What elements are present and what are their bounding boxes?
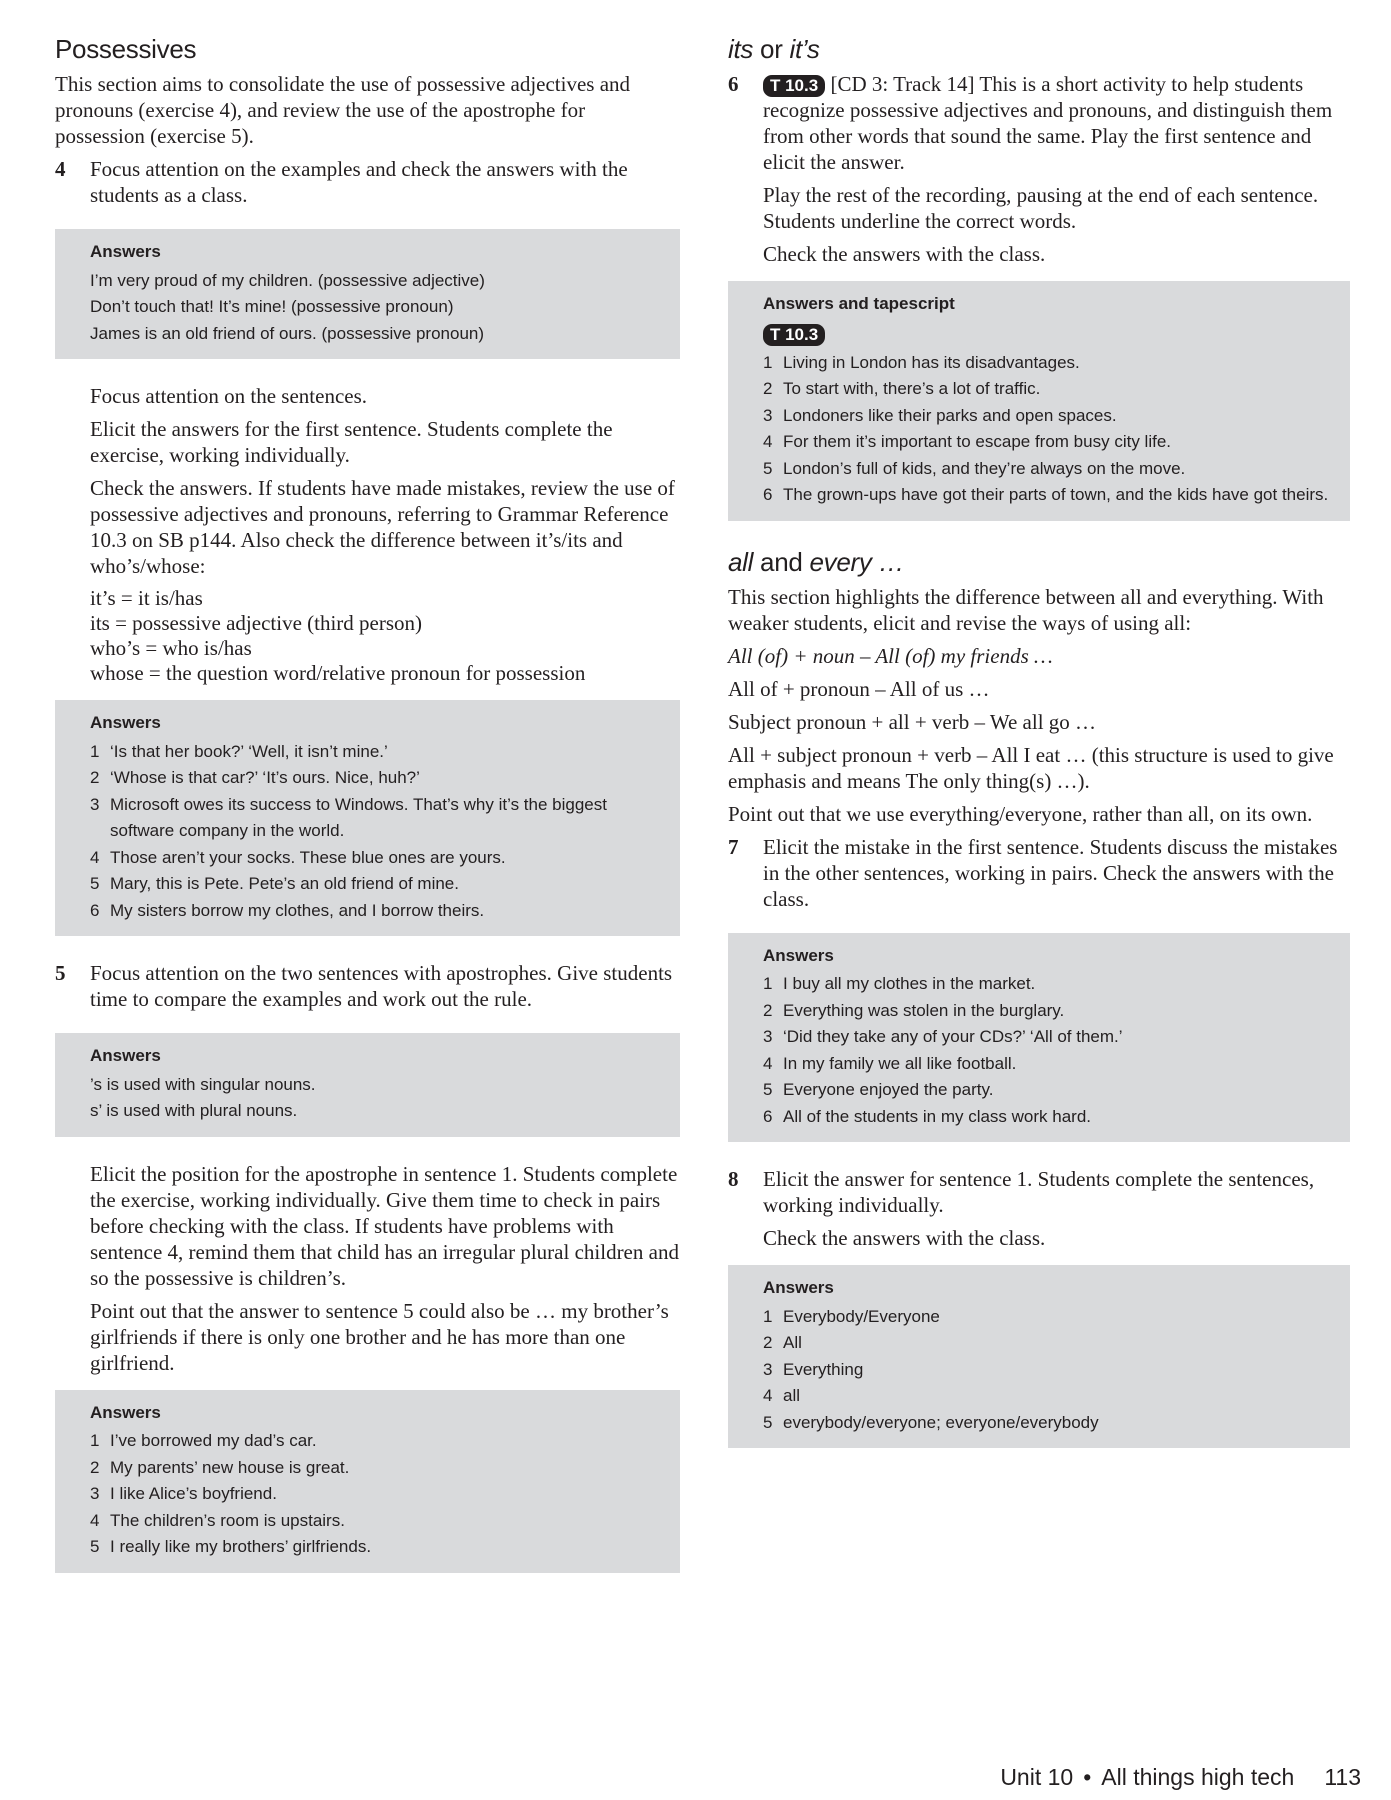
answers-box [728, 933, 1350, 1143]
answer-row [763, 1410, 1330, 1437]
answer-number: 3 [763, 1359, 773, 1379]
right-column [728, 34, 1350, 1472]
paragraph: Focus attention on the sentences. [90, 384, 368, 408]
exercise-7 [728, 834, 1350, 919]
paragraph: Check the answers with the class. [763, 242, 1046, 266]
answer-number: 1 [763, 1306, 773, 1326]
title-part: and [753, 546, 810, 577]
exercise-number: 7 [728, 834, 739, 859]
form-line: Subject pronoun + all + verb – We all go … [728, 709, 1097, 734]
answer-number: 2 [90, 768, 100, 787]
answer-row [90, 1508, 660, 1535]
exercise-text [763, 71, 1350, 175]
answer-row [763, 403, 1330, 430]
answers-heading: Answers [763, 945, 834, 965]
audio-track-badge: T 10.3 [763, 75, 825, 97]
answer-row [90, 1428, 660, 1455]
definitions-list [55, 586, 680, 686]
answer-row [90, 845, 660, 872]
separator-dot: • [1083, 1764, 1092, 1790]
title-part: every … [809, 546, 905, 577]
answer-row [90, 1481, 660, 1508]
definition: who’s = who is/has [90, 636, 252, 660]
answer-number: 4 [763, 1386, 773, 1405]
answer-row [90, 1455, 660, 1482]
answer-text: Those aren’t your socks. These blue ones are yours. [110, 847, 506, 867]
answer-row [763, 1024, 1330, 1051]
left-column [55, 34, 680, 1597]
answer-number: 4 [763, 1053, 773, 1073]
answer-number: 2 [763, 379, 773, 398]
exercise-text: Elicit the mistake in the first sentence. Students discuss the mistakes in the other sentences, working in pairs. Check the answers with the class. [763, 834, 1338, 911]
answer-text: Living in London has its disadvantages. [783, 352, 1080, 372]
answer-row [763, 1104, 1330, 1131]
answer-number: 1 [90, 741, 100, 761]
answers-box [728, 281, 1350, 521]
exercise-number: 5 [55, 961, 66, 985]
answers-heading: Answers [90, 1402, 161, 1422]
page-footer [1000, 1764, 1361, 1791]
answer-row [763, 1383, 1330, 1410]
answers-heading: Answers [90, 242, 161, 261]
section-title-possessives: Possessives [55, 34, 197, 64]
answer-number: 5 [90, 874, 100, 893]
answer-text: Londoners like their parks and open spaces. [783, 405, 1117, 425]
answer-text: The grown-ups have got their parts of town, and the kids have got theirs. [783, 485, 1329, 504]
answer-text: The children’s room is upstairs. [110, 1510, 345, 1530]
answer-row [763, 1357, 1330, 1384]
answers-heading: Answers [90, 1046, 161, 1065]
answer-number: 1 [90, 1431, 100, 1450]
answer-number: 5 [763, 1412, 773, 1432]
definition: whose = the question word/relative pronoun for possession [90, 661, 586, 685]
answers-box [55, 700, 680, 936]
answer-text: I buy all my clothes in the market. [783, 974, 1036, 993]
exercise-8 [728, 1166, 1350, 1225]
answer-number: 2 [763, 1333, 773, 1352]
answer-number: 6 [763, 1106, 773, 1126]
answer-number: 3 [90, 1484, 100, 1503]
exercise-text: Focus attention on the two sentences with apostrophes. Give students time to compare the examples and work out the rule. [90, 961, 673, 1011]
answer-text: Everything [783, 1359, 864, 1379]
exercise-number: 8 [728, 1167, 739, 1191]
answer-text: For them it’s important to escape from busy city life. [783, 432, 1171, 451]
paragraph: Elicit the position for the apostrophe in sentence 1. Students complete the exercise, working individually. Give them time to check in pairs before checking with the class. If students have problems with sentence 4, remind them that child has an irregular plural children and so the possessive is children’s. [90, 1161, 679, 1290]
answer-text: London’s full of kids, and they’re always on the move. [783, 458, 1186, 478]
exercise-text: Focus attention on the examples and check the answers with the students as a class. [90, 157, 628, 207]
paragraph: Point out that the answer to sentence 5 could also be … my brother’s girlfriends if there is only one brother and he has more than one girlfriend. [90, 1298, 669, 1375]
page-number: 113 [1324, 1764, 1361, 1790]
section-title-all-every [728, 547, 1350, 578]
answer-text: Everything was stolen in the burglary. [783, 1000, 1065, 1020]
exercise-number: 6 [728, 72, 739, 96]
definition: it’s = it is/has [90, 586, 203, 610]
answer-number: 3 [763, 1027, 773, 1046]
answer-text: My parents’ new house is great. [110, 1457, 350, 1477]
answer-number: 5 [763, 1080, 773, 1099]
answer-text: To start with, there’s a lot of traffic. [783, 379, 1041, 398]
answer-number: 1 [763, 352, 773, 372]
title-part: its [728, 34, 754, 64]
title-part: all [728, 546, 754, 577]
answer-text: ‘Whose is that car?’ ‘It’s ours. Nice, huh?’ [110, 768, 420, 787]
answer-row [90, 871, 660, 898]
answer-number: 2 [90, 1457, 100, 1477]
answer-line: I’m very proud of my children. (possessive adjective) [90, 270, 485, 290]
answer-row [90, 1534, 660, 1561]
answer-row [763, 1051, 1330, 1078]
answer-text: My sisters borrow my clothes, and I borrow theirs. [110, 900, 485, 920]
all-intro: This section highlights the difference between all and everything. With weaker students, elicit and revise the ways of using all: [728, 584, 1324, 635]
answer-number: 6 [763, 485, 773, 504]
answer-row [763, 998, 1330, 1025]
answer-text: I’ve borrowed my dad’s car. [110, 1431, 317, 1450]
paragraph: Elicit the answers for the first sentence. Students complete the exercise, working individually. [90, 417, 613, 467]
audio-track-badge: T 10.3 [763, 324, 825, 346]
answer-number: 4 [90, 847, 100, 867]
answer-text: Everybody/Everyone [783, 1306, 940, 1326]
answer-text: everybody/everyone; everyone/everybody [783, 1412, 1099, 1432]
answer-row [90, 792, 660, 845]
answer-row [763, 350, 1330, 377]
answer-text: Everyone enjoyed the party. [783, 1080, 994, 1099]
answer-line: ’s is used with singular nouns. [90, 1074, 316, 1094]
answer-number: 1 [763, 974, 773, 993]
answer-row [90, 765, 660, 792]
title-part: or [753, 34, 790, 64]
exercise-text: Elicit the answer for sentence 1. Students complete the sentences, working individually. [763, 1167, 1315, 1217]
paragraph: Check the answers with the class. [763, 1226, 1046, 1250]
answer-text: I really like my brothers’ girlfriends. [110, 1537, 372, 1556]
possessives-intro: This section aims to consolidate the use of possessive adjectives and pronouns (exercise 4), and review the use of the apostrophe for possession (exercise 5). [55, 72, 631, 148]
answer-text: ‘Is that her book?’ ‘Well, it isn’t mine.’ [110, 741, 388, 761]
exercise-6 [728, 71, 1350, 182]
answer-row [763, 1304, 1330, 1331]
answer-row [763, 482, 1330, 509]
answers-heading: Answers [90, 713, 161, 732]
form-line: All + subject pronoun + verb – All I eat … (this structure is used to give emphasis and means The only thing(s) …). [728, 742, 1334, 793]
answer-text: Microsoft owes its success to Windows. That’s why it’s the biggest software company in the world. [110, 794, 607, 840]
answer-text: In my family we all like football. [783, 1053, 1017, 1073]
answers-box [728, 1265, 1350, 1448]
unit-label: Unit 10 [1000, 1764, 1074, 1790]
answer-row [90, 739, 660, 766]
answer-line: James is an old friend of ours. (possessive pronoun) [90, 323, 485, 343]
answer-text: ‘Did they take any of your CDs?’ ‘All of them.’ [783, 1027, 1123, 1046]
answer-number: 4 [90, 1510, 100, 1530]
form-line: All (of) + noun – All (of) my friends … [728, 643, 1053, 668]
paragraph: Point out that we use everything/everyone, rather than all, on its own. [728, 801, 1313, 826]
exercise-number: 4 [55, 157, 66, 181]
answer-line: s’ is used with plural nouns. [90, 1101, 298, 1120]
answer-number: 5 [90, 1537, 100, 1556]
paragraph: Play the rest of the recording, pausing at the end of each sentence. Students underline the correct words. [763, 183, 1319, 233]
answer-row [763, 376, 1330, 403]
answers-box [55, 1033, 680, 1137]
answer-text: All [783, 1333, 802, 1352]
answer-text: Mary, this is Pete. Pete’s an old friend of mine. [110, 874, 459, 893]
answer-number: 3 [90, 794, 100, 814]
answer-row [90, 898, 660, 925]
answer-number: 3 [763, 405, 773, 425]
unit-title: All things high tech [1101, 1764, 1295, 1790]
exercise-5 [55, 960, 680, 1019]
answer-row [763, 456, 1330, 483]
answer-number: 2 [763, 1000, 773, 1020]
exercise-text-body: [CD 3: Track 14] This is a short activity to help students recognize possessive adjectives and pronouns, and distinguish them from other words that sound the same. Play the first sentence and elicit the answer. [763, 72, 1333, 174]
section-title-its [728, 34, 1350, 65]
answer-number: 4 [763, 432, 773, 451]
answers-heading: Answers [763, 1278, 834, 1297]
title-part: it’s [789, 34, 820, 64]
answer-number: 6 [90, 900, 100, 920]
answer-row [763, 971, 1330, 998]
definition: its = possessive adjective (third person) [90, 611, 423, 635]
answer-text: All of the students in my class work hard. [783, 1106, 1092, 1126]
answers-box [55, 229, 680, 359]
exercise-4 [55, 156, 680, 215]
answers-heading: Answers and tapescript [763, 294, 955, 313]
answer-row [763, 429, 1330, 456]
answer-text: all [783, 1386, 801, 1405]
answer-text: I like Alice’s boyfriend. [110, 1484, 277, 1503]
paragraph: Check the answers. If students have made mistakes, review the use of possessive adjectives and pronouns, referring to Grammar Reference 10.3 on SB p144. Also check the difference between it’s/its and who’s/whose: [90, 476, 675, 578]
answer-number: 5 [763, 458, 773, 478]
form-line: All of + pronoun – All of us … [728, 676, 990, 701]
answer-row [763, 1330, 1330, 1357]
answers-box [55, 1390, 680, 1573]
answer-line: Don’t touch that! It’s mine! (possessive pronoun) [90, 297, 454, 316]
answer-row [763, 1077, 1330, 1104]
